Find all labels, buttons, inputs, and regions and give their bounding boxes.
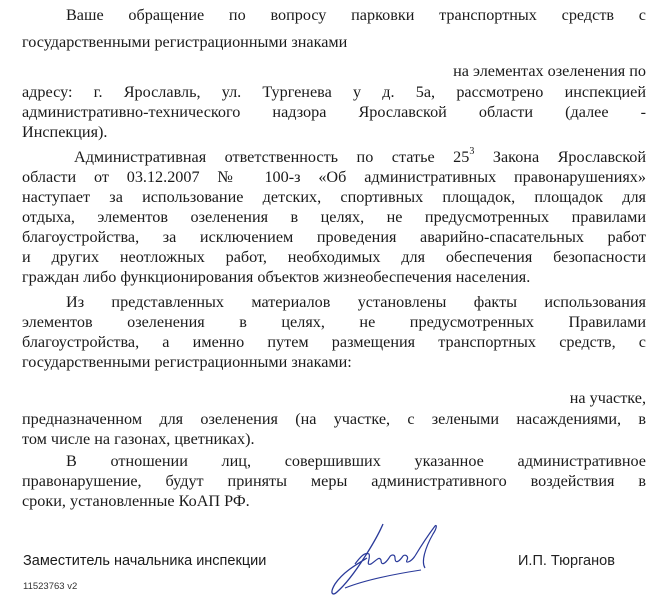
paragraph-2-line-4: отдыха, элементов озеленения в целях, не предусмотренных правилами — [22, 208, 646, 226]
paragraph-2-line-3: наступает за использование детских, спортивных площадок, площадок для — [22, 188, 646, 206]
handwritten-signature — [325, 518, 445, 598]
paragraph-1-line-6: Инспекция). — [22, 123, 108, 141]
paragraph-4-line-2: правонарушение, будут приняты меры административного воздействия в — [22, 472, 646, 490]
paragraph-3-line-4: государственными регистрационными знаками: — [22, 353, 352, 371]
paragraph-2-line-1-end: Закона Ярославской — [474, 148, 646, 166]
signer-position: Заместитель начальника инспекции — [23, 553, 267, 569]
paragraph-1-line-4: адресу: г. Ярославль, ул. Тургенева у д. 5а, рассмотрено инспекцией — [22, 83, 646, 101]
signer-name: И.П. Тюрганов — [518, 553, 615, 569]
paragraph-1-line-1: Ваше обращение по вопросу парковки транспортных средств с — [66, 6, 646, 24]
paragraph-3-line-3: благоустройства, а именно путем размещения транспортных средств, с — [22, 333, 646, 351]
paragraph-1-line-3: на элементах озеленения по — [453, 62, 646, 80]
paragraph-3-line-2: элементов озеленения в целях, не предусмотренных Правилами — [22, 313, 646, 331]
paragraph-3-line-7: том числе на газонах, цветниках). — [22, 430, 255, 448]
paragraph-1-line-5: административно-технического надзора Ярославской области (далее - — [22, 103, 646, 121]
paragraph-2-line-6: и других неотложных работ, необходимых для обеспечения безопасности — [22, 248, 646, 266]
paragraph-1-line-2: государственными регистрационными знаками — [22, 33, 348, 51]
paragraph-2-line-5: благоустройства, за исключением проведения аварийно-спасательных работ — [22, 228, 646, 246]
paragraph-3-line-5: на участке, — [569, 389, 646, 407]
paragraph-2-line-7: граждан либо функционирования объектов жизнеобеспечения населения. — [22, 268, 531, 286]
paragraph-2-line-1 — [74, 145, 646, 167]
paragraph-2-line-2: области от 03.12.2007 № 100-з «Об административных правонарушениях» — [22, 168, 646, 186]
paragraph-4-line-1: В отношении лиц, совершивших указанное административное — [66, 452, 646, 470]
document-code: 11523763 v2 — [23, 581, 78, 592]
paragraph-4-line-3: сроки, установленные КоАП РФ. — [22, 492, 250, 510]
paragraph-3-line-1: Из представленных материалов установлены факты использования — [66, 293, 646, 311]
paragraph-2-line-1-start: Административная ответственность по статье 25 — [74, 148, 470, 166]
article-superscript: 3 — [469, 145, 475, 157]
paragraph-3-line-6: предназначенном для озеленения (на участке, с зелеными насаждениями, в — [22, 410, 646, 428]
